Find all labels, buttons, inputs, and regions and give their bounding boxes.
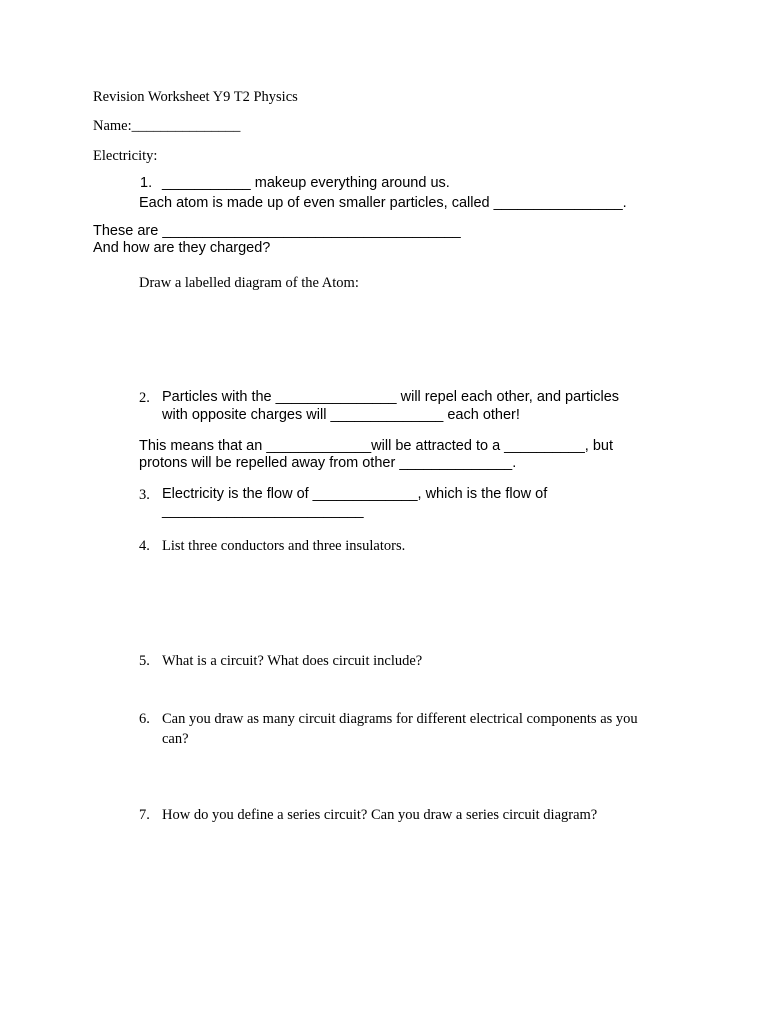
question-2-line-3: This means that an _____________will be attracted to a __________, but [139,438,614,454]
question-4-number: 4. [139,538,150,554]
question-1-line-2: Each atom is made up of even smaller particles, called ________________. [139,195,627,211]
worksheet-title: Revision Worksheet Y9 T2 Physics [93,89,298,105]
question-2-line-2: with opposite charges will ______________ each other! [162,407,520,423]
question-6-line-1: Can you draw as many circuit diagrams for different electrical components as you [162,711,638,727]
question-3-line-1: Electricity is the flow of _____________, which is the flow of [162,486,548,502]
question-5-number: 5. [139,653,150,669]
question-7-text: How do you define a series circuit? Can you draw a series circuit diagram? [162,807,598,823]
question-3-number: 3. [139,487,150,503]
question-4-text: List three conductors and three insulators. [162,538,406,554]
charge-question-line: And how are they charged? [93,240,271,256]
these-are-line: These are _____________________________________ [93,223,461,239]
question-1-line-1: ___________ makeup everything around us. [162,175,450,191]
atom-diagram-prompt: Draw a labelled diagram of the Atom: [139,275,359,291]
section-heading: Electricity: [93,148,158,164]
name-field-line: Name:_______________ [93,118,241,134]
question-2-line-4: protons will be repelled away from other ______________. [139,455,517,471]
question-2-line-1: Particles with the _______________ will repel each other, and particles [162,389,620,405]
question-6-line-2: can? [162,731,189,747]
question-2-number: 2. [139,390,150,406]
question-5-text: What is a circuit? What does circuit include? [162,653,423,669]
question-1-number: 1. [140,175,153,191]
question-6-number: 6. [139,711,150,727]
question-3-line-2: _________________________ [162,503,364,519]
question-7-number: 7. [139,807,150,823]
